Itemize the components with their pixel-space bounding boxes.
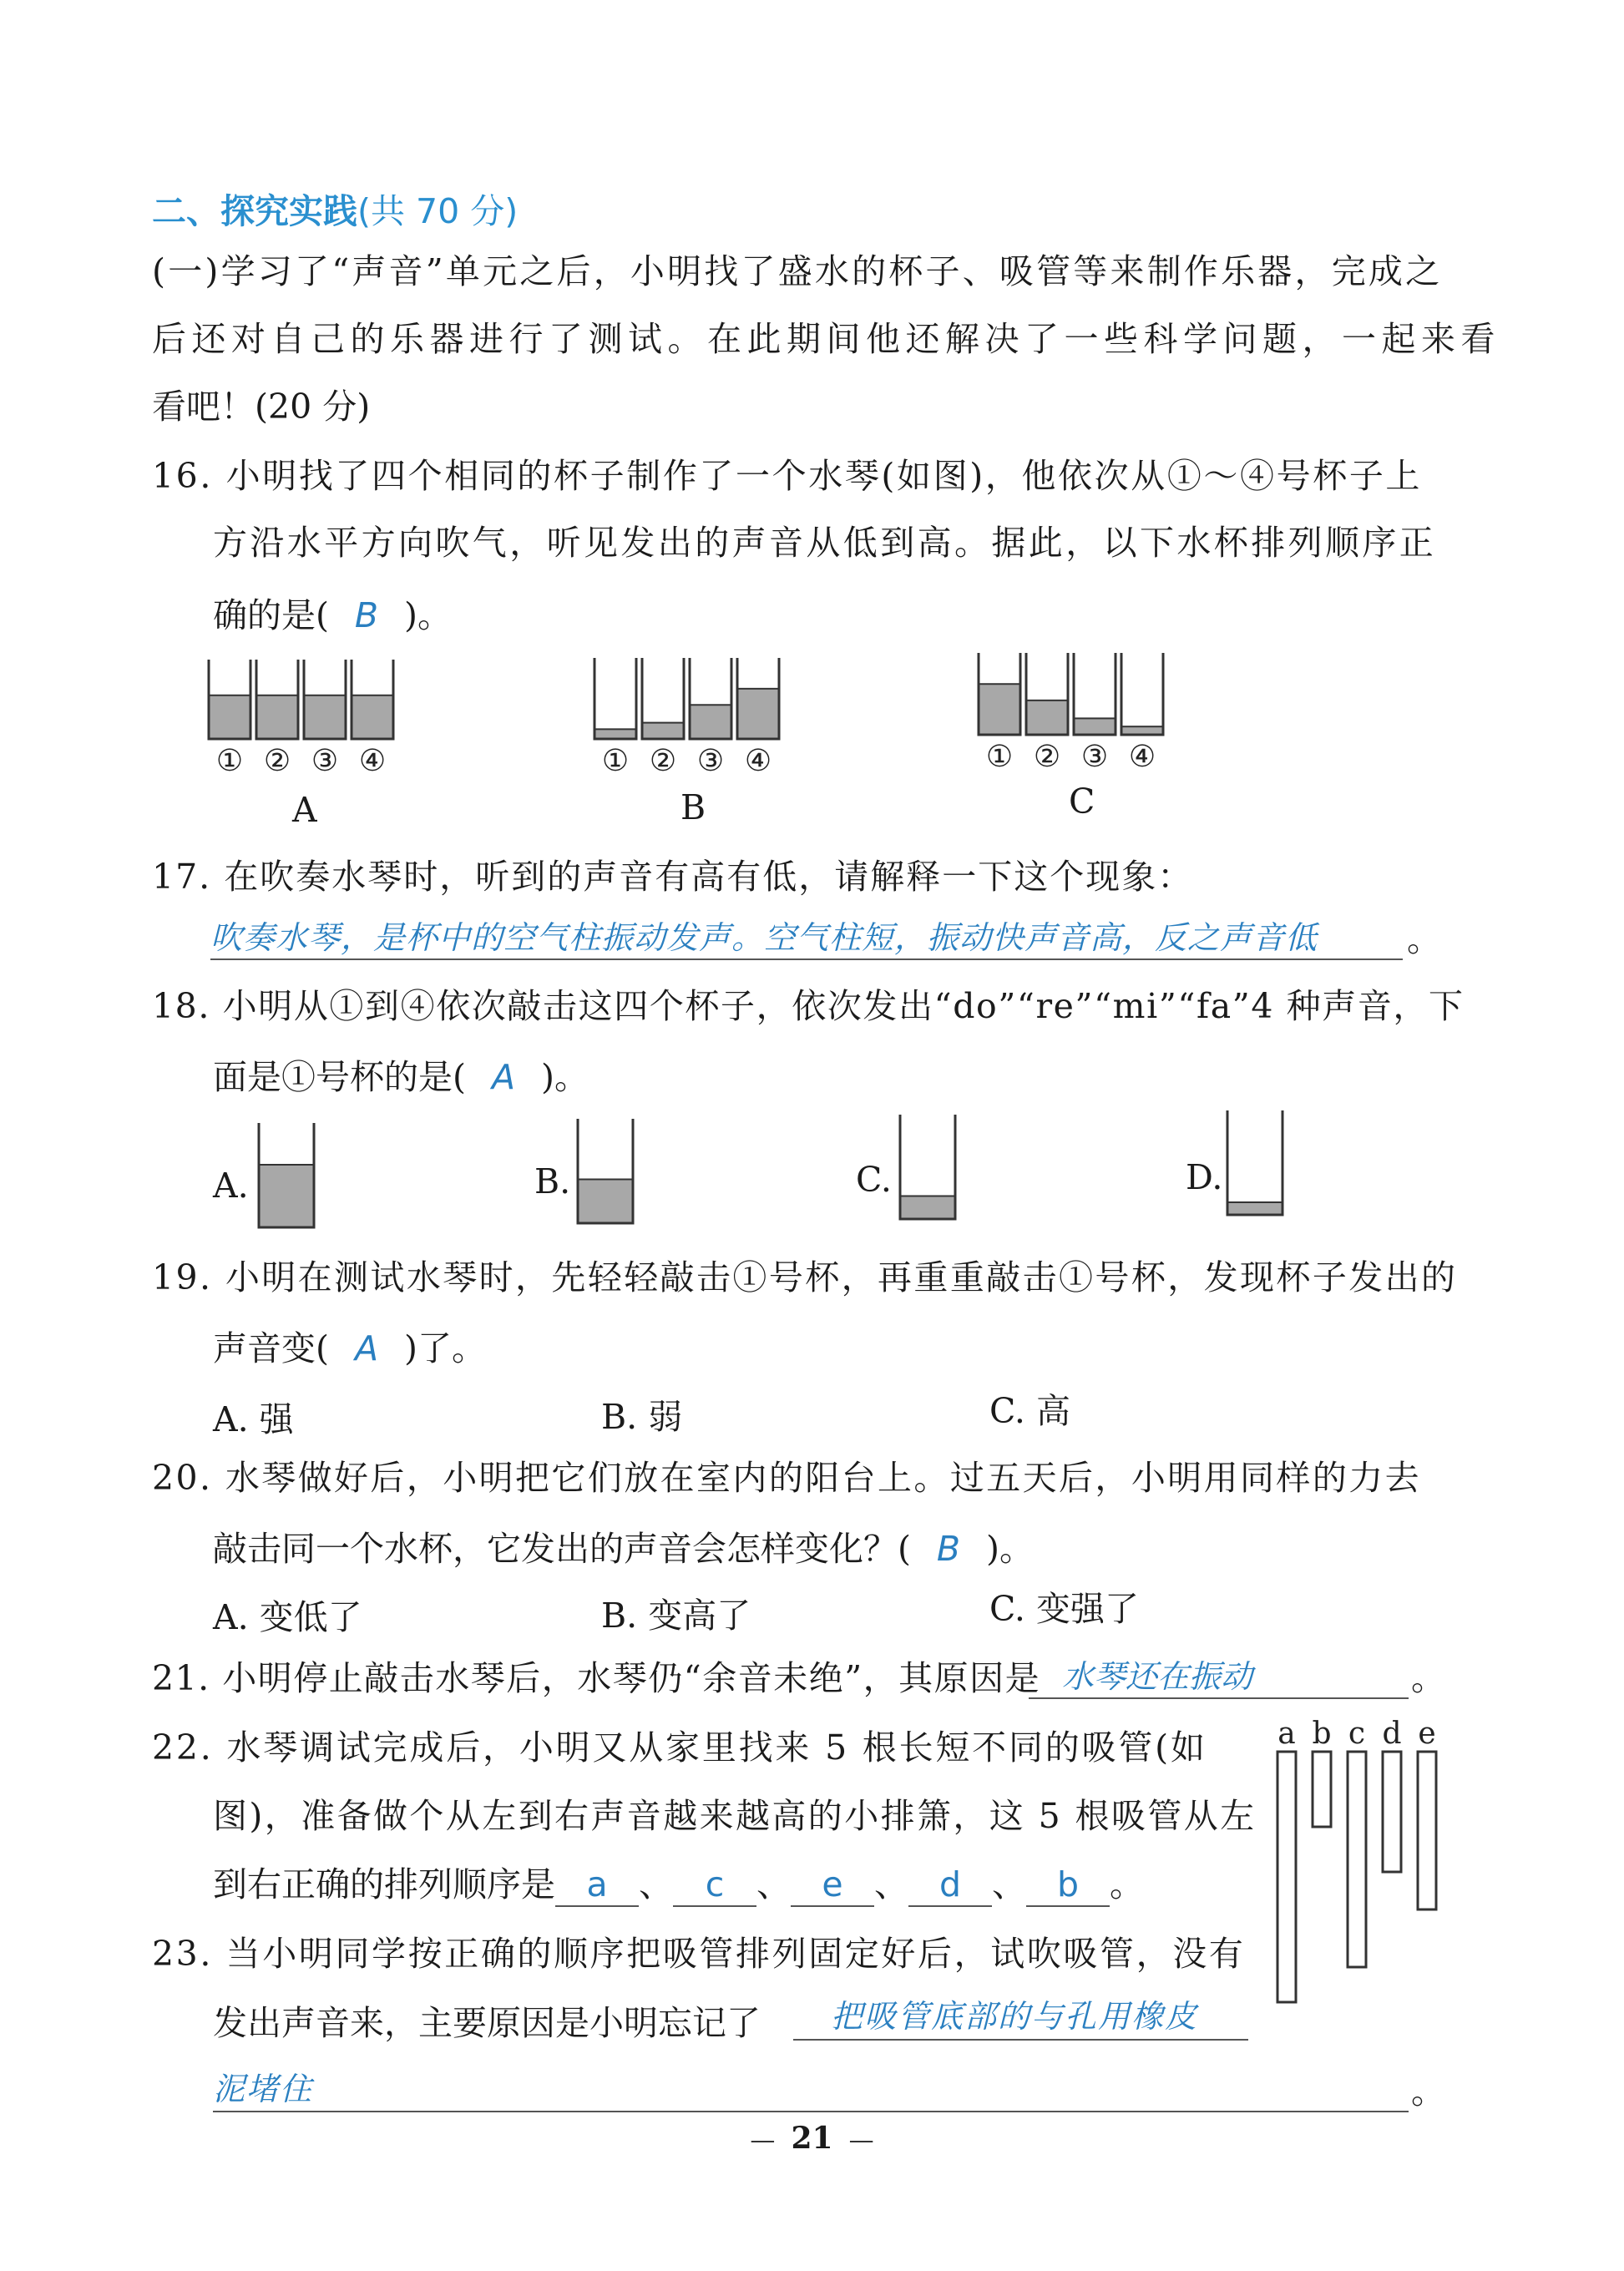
q22-straw-d xyxy=(1383,1752,1401,1872)
q18-line-1: 18. 小明从①到④依次敲击这四个杯子，依次发出“do”“re”“mi”“fa”4 种声音，下 xyxy=(152,986,1465,1026)
q21-end: 。 xyxy=(1411,1658,1445,1698)
q22-answer-3: e xyxy=(791,1864,874,1907)
q22-prefix: 到右正确的排列顺序是 xyxy=(213,1864,555,1904)
q20-answer: B xyxy=(936,1529,961,1569)
q17-end: 。 xyxy=(1407,919,1441,959)
intro-line-3: 看吧！(20 分) xyxy=(152,387,371,427)
q17-answer: 吹奏水琴，是杯中的空气柱振动发声。空气柱短，振动快声音高，反之声音低 xyxy=(210,919,1318,956)
q22-straw-a xyxy=(1277,1752,1296,2002)
q20-suffix: )。 xyxy=(986,1529,1034,1569)
q22-answer-1: a xyxy=(555,1864,639,1907)
q16-suffix: )。 xyxy=(404,595,452,635)
q23-answer-1: 把吸管底部的与孔用橡皮 xyxy=(831,1998,1199,2035)
q16-cup-number-B-2: ② xyxy=(649,744,677,778)
q22-straw-e xyxy=(1418,1752,1436,1909)
q20-option-c: C. 变强了 xyxy=(989,1589,1139,1629)
q21-answer: 水琴还在振动 xyxy=(1062,1658,1253,1695)
q18-answer: A xyxy=(491,1057,516,1097)
q22-straw-b xyxy=(1313,1752,1331,1827)
q18-option-d-label: D. xyxy=(1186,1157,1223,1197)
q19-option-b: B. 弱 xyxy=(601,1397,683,1437)
page-number: 21 xyxy=(791,2121,833,2156)
q21-line-1: 21. 小明停止敲击水琴后，水琴仍“余音未绝”，其原因是 xyxy=(152,1658,1041,1698)
q19-answer: A xyxy=(354,1328,379,1368)
footer-dash-right: — xyxy=(832,2126,874,2155)
q18-suffix: )。 xyxy=(541,1057,589,1097)
q22-answer-2: c xyxy=(673,1864,756,1907)
q16-cup-number-A-2: ② xyxy=(263,744,291,778)
q18-option-b-label: B. xyxy=(534,1161,571,1201)
q23-answer-line-2 xyxy=(213,2069,1409,2112)
q22-sep-3: 、 xyxy=(874,1864,908,1904)
intro-line-1: (一)学习了“声音”单元之后，小明找了盛水的杯子、吸管等来制作乐器，完成之 xyxy=(152,251,1443,291)
q20-prefix: 敲击同一个水杯，它发出的声音会怎样变化？( xyxy=(213,1529,911,1569)
q22-sep-1: 、 xyxy=(639,1864,673,1904)
q22-line-1: 22. 水琴调试完成后，小明又从家里找来 5 根长短不同的吸管(如 xyxy=(152,1727,1207,1768)
intro-line-2: 后还对自己的乐器进行了测试。在此期间他还解决了一些科学问题，一起来看 xyxy=(152,319,1500,359)
q20-line-1: 20. 水琴做好后，小明把它们放在室内的阳台上。过五天后，小明用同样的力去 xyxy=(152,1458,1422,1498)
q22-straw-label-a: a xyxy=(1277,1717,1296,1751)
q16-cup-number-B-3: ③ xyxy=(696,744,725,778)
q19-prefix: 声音变( xyxy=(213,1328,329,1368)
q16-line-1: 16. 小明找了四个相同的杯子制作了一个水琴(如图)，他依次从①～④号杯子上 xyxy=(152,456,1423,496)
q22-straw-label-d: d xyxy=(1382,1717,1402,1751)
q16-option-a-label: A xyxy=(292,790,317,830)
footer-dash-left: — xyxy=(750,2126,792,2155)
q22-straw-label-c: c xyxy=(1348,1717,1366,1751)
q16-option-c-label: C xyxy=(1069,781,1095,822)
q16-cup-number-C-1: ① xyxy=(985,740,1014,774)
q16-cup-number-A-4: ④ xyxy=(358,744,387,778)
q20-option-a: A. 变低了 xyxy=(213,1597,362,1637)
q22-answer-5: b xyxy=(1026,1864,1110,1907)
q16-cup-number-C-2: ② xyxy=(1033,740,1061,774)
q22-straw-c xyxy=(1348,1752,1366,1967)
q18-prefix: 面是①号杯的是( xyxy=(213,1057,466,1097)
q22-answer-4: d xyxy=(908,1864,992,1907)
q18-option-a-label: A. xyxy=(213,1166,249,1206)
q22-end: 。 xyxy=(1110,1864,1144,1904)
q16-answer: B xyxy=(354,595,379,635)
q16-cup-number-C-3: ③ xyxy=(1080,740,1109,774)
q17-line-1: 17. 在吹奏水琴时，听到的声音有高有低，请解释一下这个现象： xyxy=(152,857,1194,897)
q23-line-1: 23. 当小明同学按正确的顺序把吸管排列固定好后，试吹吸管，没有 xyxy=(152,1934,1246,1974)
q23-line-2: 发出声音来，主要原因是小明忘记了 xyxy=(213,2003,761,2043)
q18-option-c-label: C. xyxy=(856,1160,892,1200)
q19-option-c: C. 高 xyxy=(989,1391,1070,1431)
q22-sep-2: 、 xyxy=(756,1864,791,1904)
q16-cup-number-A-1: ① xyxy=(215,744,244,778)
q16-line-2: 方沿水平方向吹气，听见发出的声音从低到高。据此，以下水杯排列顺序正 xyxy=(213,523,1437,563)
q23-answer-2: 泥堵住 xyxy=(213,2071,314,2107)
q16-option-b-label: B xyxy=(680,787,706,827)
q23-answer-line-1 xyxy=(793,1995,1248,2041)
q16-cup-number-B-4: ④ xyxy=(744,744,772,778)
q22-sep-4: 、 xyxy=(992,1864,1026,1904)
q16-prefix: 确的是( xyxy=(213,595,329,635)
q22-straw-label-e: e xyxy=(1418,1717,1436,1751)
q19-line-1: 19. 小明在测试水琴时，先轻轻敲击①号杯，再重重敲击①号杯，发现杯子发出的 xyxy=(152,1257,1458,1297)
q22-line-2: 图)，准备做个从左到右声音越来越高的小排箫，这 5 根吸管从左 xyxy=(213,1796,1257,1836)
q16-cup-number-B-1: ① xyxy=(601,744,630,778)
page-footer xyxy=(0,2121,1624,2156)
q23-end: 。 xyxy=(1411,2071,1445,2112)
q22-straw-label-b: b xyxy=(1312,1717,1332,1751)
q16-cup-number-C-4: ④ xyxy=(1128,740,1156,774)
q20-option-b: B. 变高了 xyxy=(601,1596,751,1636)
section-score: (共 70 分) xyxy=(357,191,519,231)
q16-cup-number-A-3: ③ xyxy=(311,744,339,778)
section-title-text: 二、探究实践 xyxy=(152,191,357,231)
q19-option-a: A. 强 xyxy=(213,1399,294,1439)
q19-suffix: )了。 xyxy=(404,1328,486,1368)
